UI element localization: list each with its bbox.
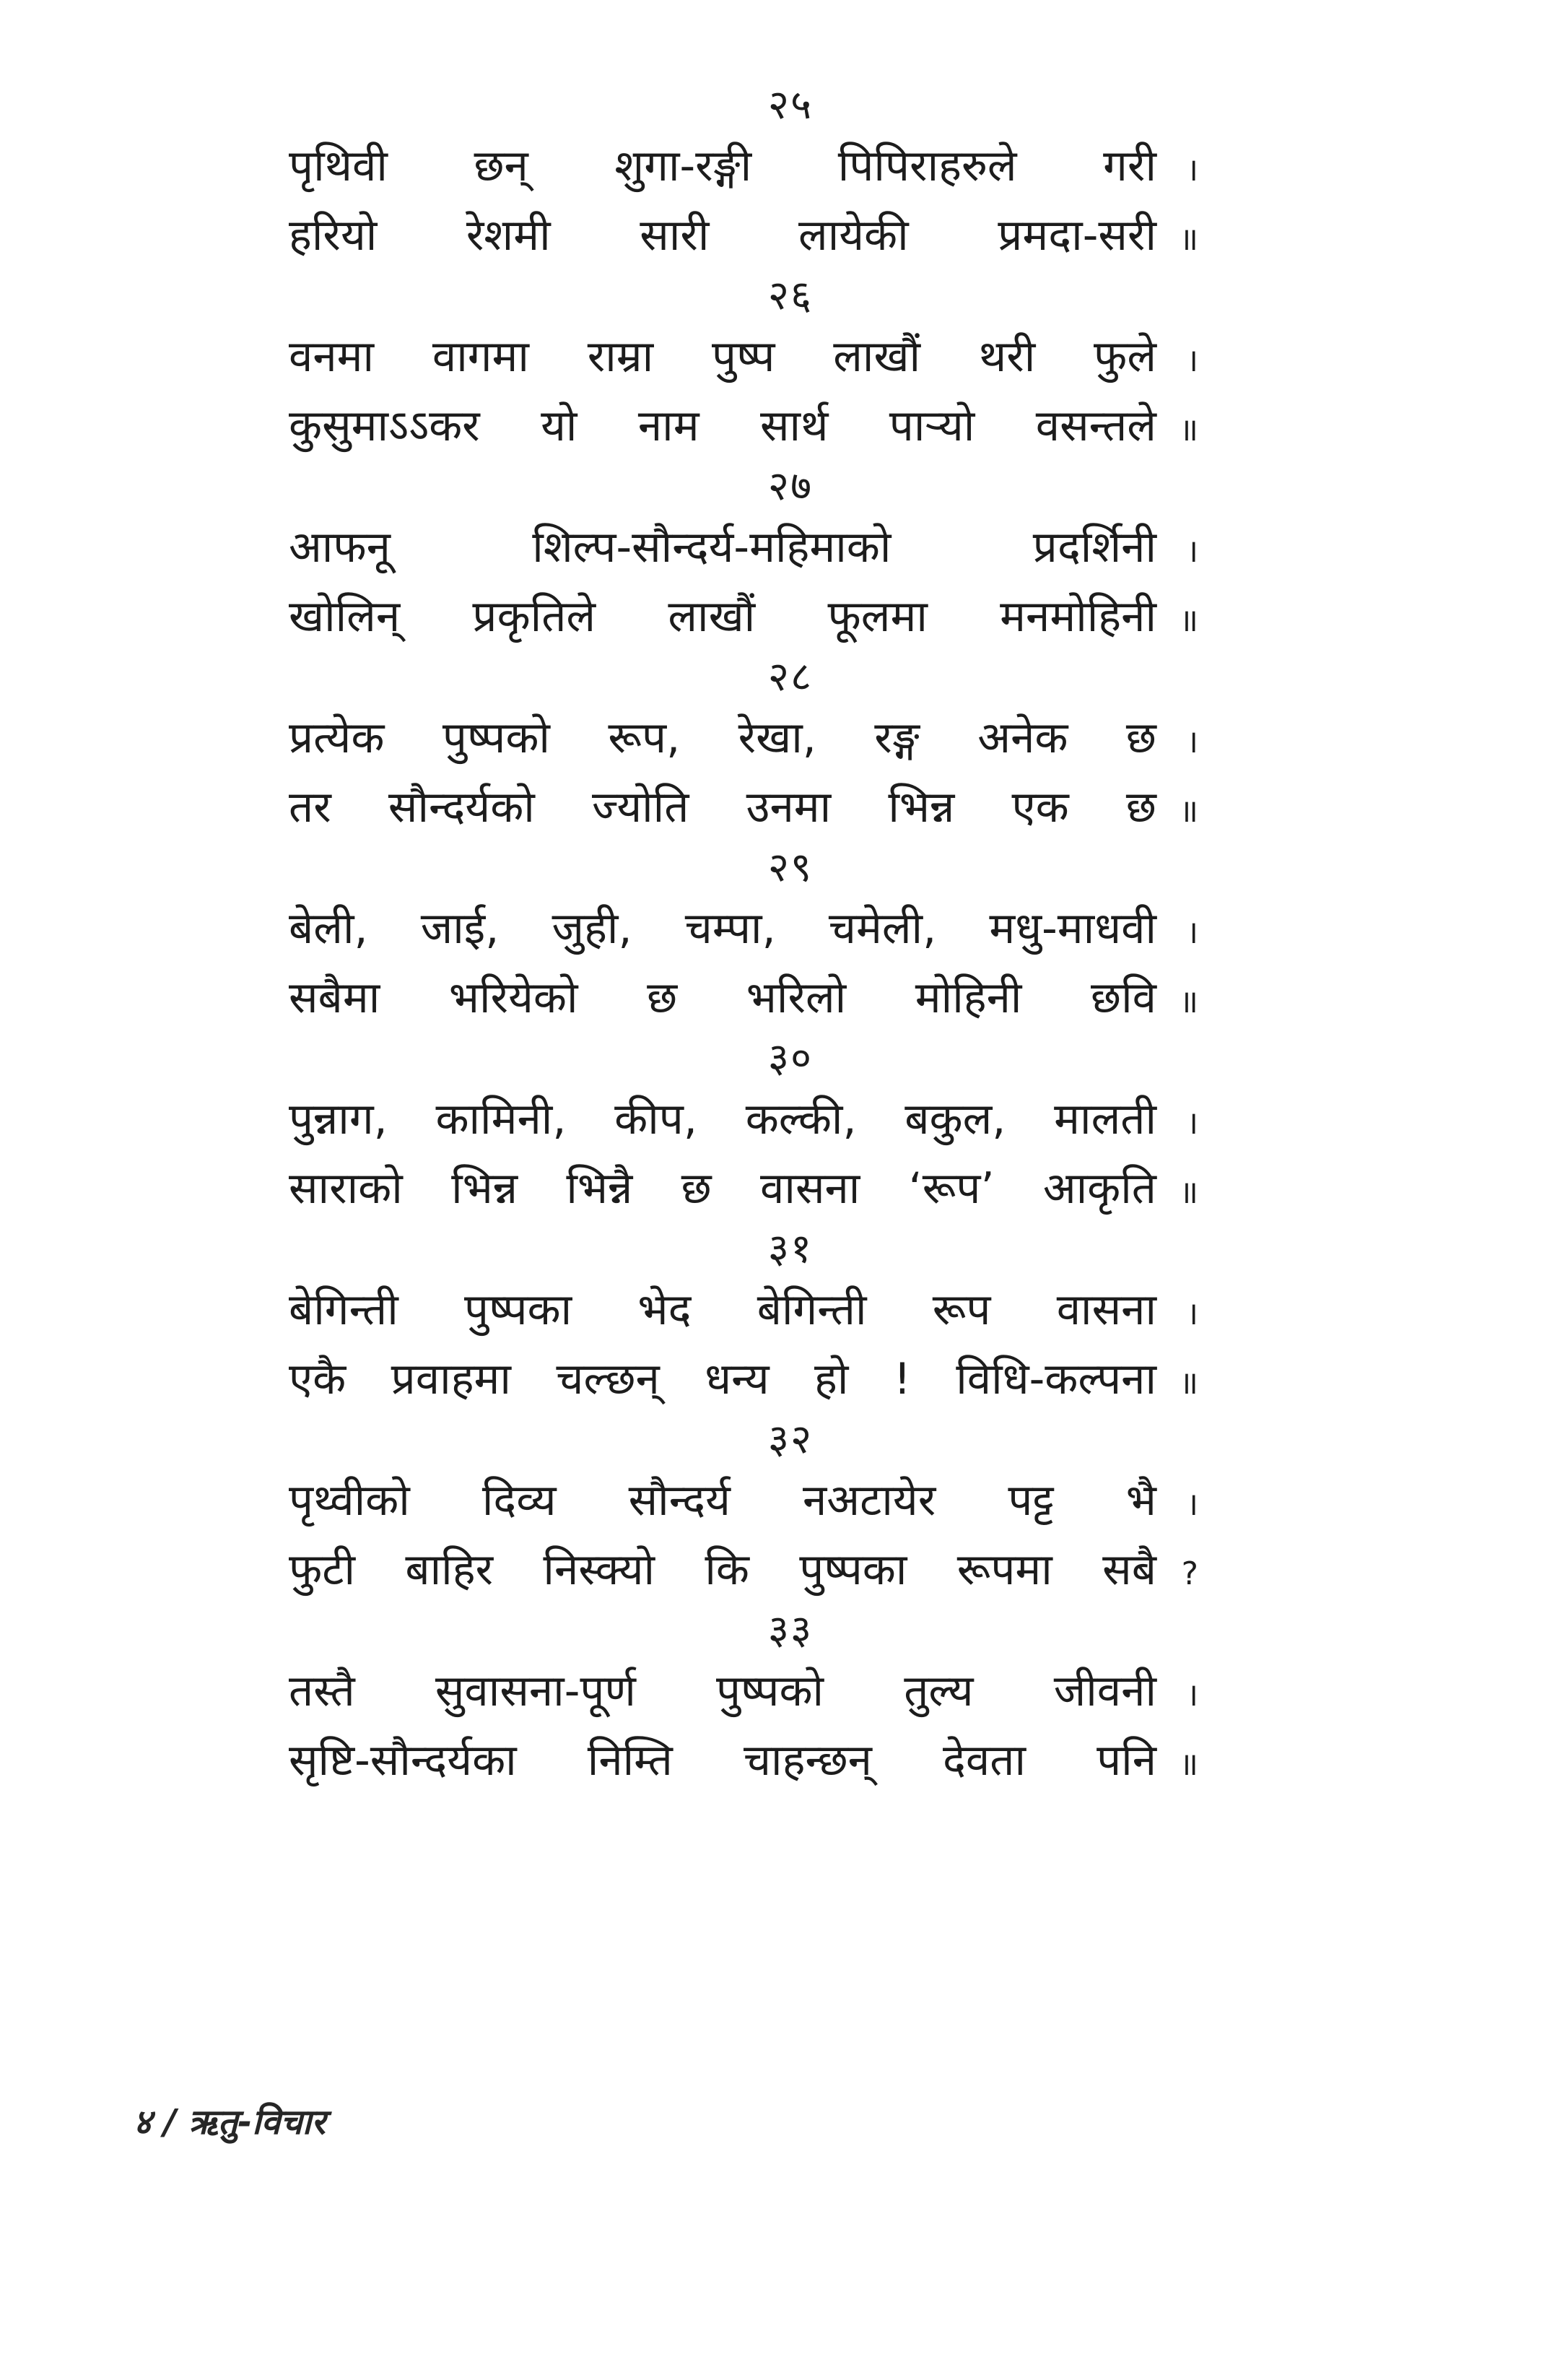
verse-line-text: सबैमा भरियेको छ भरिलो मोहिनी छवि	[289, 973, 1156, 1023]
verse-line	[289, 1275, 1198, 1345]
verse-line	[289, 963, 1198, 1033]
verse-list	[289, 79, 1198, 1795]
verse-line-text: प्रत्येक पुष्पको रूप, रेखा, रङ्ग अनेक छ	[289, 713, 1156, 763]
verse-block	[289, 1414, 1198, 1604]
verse-line-text: पृथिवी छन् शुगा-रङ्गी पिपिराहरुले गरी	[289, 141, 1156, 191]
verse-line-mark: ।	[1186, 1486, 1198, 1523]
verse-line	[289, 582, 1198, 651]
verse-block	[289, 1604, 1198, 1795]
verse-line-mark: ॥	[1179, 221, 1198, 258]
verse-line-text: तस्तै सुवासना-पूर्ण पुष्पको तुल्य जीवनी	[289, 1666, 1156, 1716]
verse-line-mark: ?	[1181, 1555, 1198, 1592]
verse-line-text: बेली, जाई, जुही, चम्पा, चमेली, मधु-माधवी	[289, 903, 1156, 954]
verse-line	[289, 322, 1198, 391]
verse-line	[289, 1535, 1198, 1604]
verse-block	[289, 842, 1198, 1033]
verse-line-text: खोलिन् प्रकृतिले लाखौं फूलमा मनमोहिनी	[289, 591, 1156, 642]
verse-line-mark: ॥	[1179, 793, 1198, 830]
verse-line-text: एकै प्रवाहमा चल्छन् धन्य हो ! विधि-कल्पना	[289, 1354, 1156, 1404]
verse-line-mark: ॥	[1179, 602, 1198, 639]
verse-line-text: फुटी बाहिर निस्क्यो कि पुष्पका रूपमा सबै	[289, 1545, 1156, 1595]
verse-line-text: वनमा वागमा राम्रा पुष्प लाखौं थरी फुले	[289, 331, 1156, 382]
verse-number: ३०	[767, 1035, 814, 1082]
verse-line-mark: ॥	[1179, 412, 1198, 448]
verse-line	[289, 773, 1198, 842]
verse-block	[289, 79, 1198, 270]
verse-line-mark: ॥	[1179, 1746, 1198, 1783]
verse-number: ३३	[767, 1607, 814, 1654]
verse-line-text: पुन्नाग, कामिनी, कीप, कल्की, बकुल, मालती	[289, 1094, 1156, 1145]
verse-line	[289, 1726, 1198, 1795]
verse-line-mark: ।	[1186, 533, 1198, 570]
verse-line-mark: ॥	[1179, 1174, 1198, 1211]
verse-block	[289, 651, 1198, 842]
verse-line-text: तर सौन्दर्यको ज्योति उनमा भिन्न एक छ	[289, 782, 1156, 833]
verse-number: २८	[767, 653, 814, 700]
verse-line	[289, 131, 1198, 201]
verse-line-text: बेगिन्ती पुष्पका भेद बेगिन्ती रूप वासना	[289, 1285, 1156, 1335]
verse-line-text: कुसुमाऽऽकर यो नाम सार्थ पार्‍यो वसन्तले	[289, 401, 1156, 451]
verse-line	[289, 201, 1198, 270]
verse-line	[289, 703, 1198, 773]
verse-number: २९	[767, 844, 814, 891]
verse-number: २५	[767, 82, 814, 129]
verse-line-text: हरियो रेशमी सारी लायेकी प्रमदा-सरी	[289, 210, 1156, 261]
verse-line-mark: ।	[1186, 342, 1198, 379]
verse-number: २६	[767, 272, 814, 319]
verse-line-mark: ।	[1186, 1677, 1198, 1714]
verse-line-mark: ।	[1186, 914, 1198, 951]
verse-line-mark: ।	[1186, 152, 1198, 188]
verse-line	[289, 1466, 1198, 1535]
verse-number: ३२	[767, 1416, 814, 1463]
verse-line	[289, 1345, 1198, 1414]
verse-block	[289, 1033, 1198, 1223]
verse-line	[289, 894, 1198, 963]
verse-number: २७	[767, 463, 814, 510]
verse-line-text: आफनू शिल्प-सौन्दर्य-महिमाको प्रदर्शिनी	[289, 522, 1156, 573]
verse-line-mark: ।	[1186, 724, 1198, 760]
verse-line-text: साराको भिन्न भिन्नै छ वासना ‘रूप’ आकृति	[289, 1163, 1156, 1214]
verse-line-text: पृथ्वीको दिव्य सौन्दर्य नअटायेर पट्ट भै	[289, 1475, 1156, 1526]
verse-line-mark: ॥	[1179, 1365, 1198, 1402]
verse-line	[289, 391, 1198, 461]
verse-number: ३१	[767, 1225, 814, 1272]
verse-line-text: सृष्टि-सौन्दर्यका निम्ति चाहन्छन् देवता पनि	[289, 1735, 1156, 1786]
verse-line	[289, 1656, 1198, 1726]
verse-line	[289, 1154, 1198, 1223]
verse-block	[289, 461, 1198, 651]
page-footer: ४ / ऋतु-विचार	[134, 2102, 326, 2142]
verse-block	[289, 1223, 1198, 1414]
verse-line	[289, 513, 1198, 582]
verse-line-mark: ।	[1186, 1295, 1198, 1332]
verse-line	[289, 1085, 1198, 1154]
verse-block	[289, 270, 1198, 461]
verse-line-mark: ॥	[1179, 983, 1198, 1020]
verse-line-mark: ।	[1186, 1105, 1198, 1142]
